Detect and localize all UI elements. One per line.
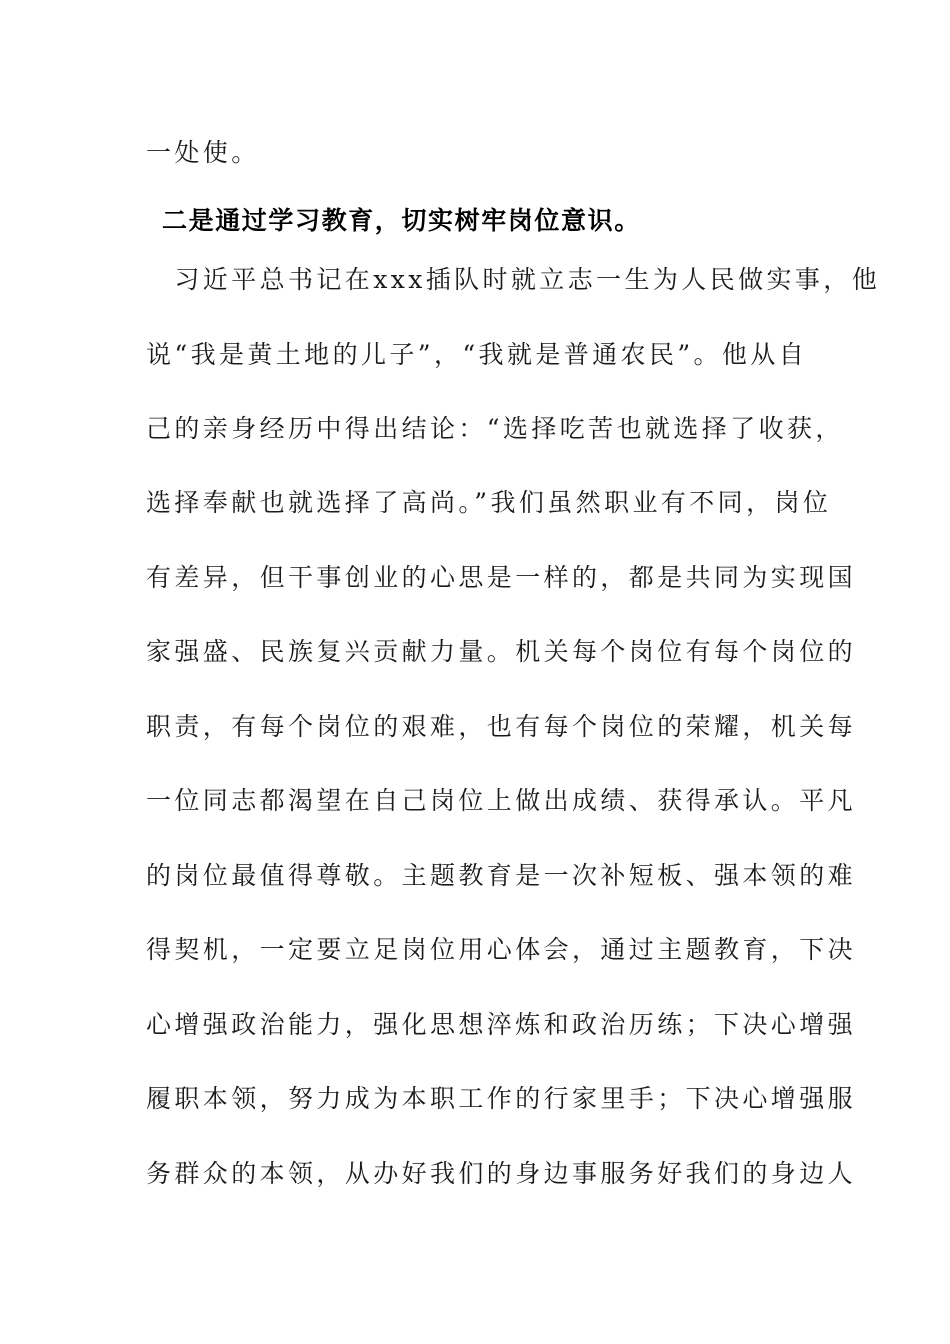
paragraph-line: 的岗位最值得尊敬。主题教育是一次补短板、强本领的难 [146, 861, 857, 890]
paragraph-line: 己的亲身经历中得出结论：“选择吃苦也就选择了收获， [146, 414, 844, 443]
paragraph-line: 一位同志都渴望在自己岗位上做出成绩、获得承认。平凡 [146, 786, 857, 815]
section-heading: 二是通过学习教育，切实树牢岗位意识。 [162, 206, 641, 235]
paragraph-line: 务群众的本领，从办好我们的身边事服务好我们的身边人 [146, 1159, 857, 1188]
paragraph-line: 说“我是黄土地的儿子”，“我就是普通农民”。他从自 [146, 340, 808, 369]
paragraph-line: 习近平总书记在xxx插队时就立志一生为人民做实事，他 [146, 265, 881, 294]
paragraph-line: 履职本领，努力成为本职工作的行家里手；下决心增强服 [146, 1084, 857, 1113]
paragraph-line: 得契机，一定要立足岗位用心体会，通过主题教育，下决 [146, 935, 857, 964]
paragraph-line: 家强盛、民族复兴贡献力量。机关每个岗位有每个岗位的 [146, 637, 857, 666]
paragraph-line: 有差异，但干事创业的心思是一样的，都是共同为实现国 [146, 563, 857, 592]
paragraph-line: 一处使。 [146, 138, 260, 167]
paragraph-line: 选择奉献也就选择了高尚。”我们虽然职业有不同，岗位 [146, 488, 832, 517]
paragraph-line: 职责，有每个岗位的艰难，也有每个岗位的荣耀，机关每 [146, 712, 857, 741]
paragraph-line: 心增强政治能力，强化思想淬炼和政治历练；下决心增强 [146, 1010, 857, 1039]
